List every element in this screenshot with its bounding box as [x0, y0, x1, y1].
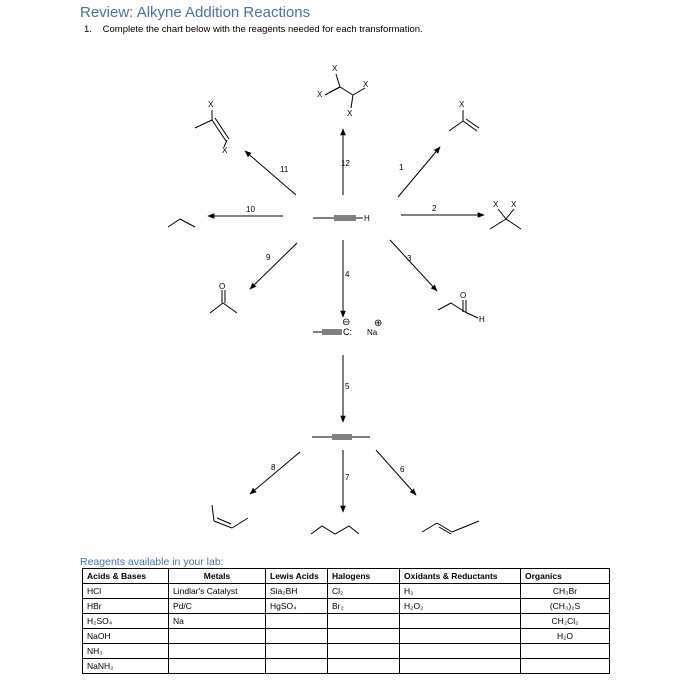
- step-label-3: 3: [407, 254, 412, 263]
- step-label-1: 1: [399, 163, 404, 172]
- step-label-10: 10: [246, 205, 255, 214]
- table-row: [83, 584, 610, 599]
- atom-x-2a: X: [493, 200, 499, 209]
- arrow-step-8: [250, 452, 300, 494]
- table-cell: Lindlar's Catalyst: [169, 584, 266, 599]
- geminal-dihalide-product: [490, 209, 521, 229]
- table-row: [83, 614, 610, 629]
- header-lewis-acids: Lewis Acids: [266, 569, 328, 584]
- trans-alkene-product: [422, 521, 479, 534]
- atom-x-1: X: [459, 100, 465, 109]
- table-cell: [400, 614, 521, 629]
- table-cell: [266, 644, 328, 659]
- table-cell: HgSO₄: [266, 599, 328, 614]
- reagents-table: [82, 568, 610, 674]
- table-cell: NaOH: [83, 629, 169, 644]
- table-cell: NaNH₂: [83, 659, 169, 674]
- table-cell: (CH₃)₂S: [521, 599, 610, 614]
- step-label-11: 11: [280, 165, 289, 174]
- table-cell: H₂: [400, 584, 521, 599]
- arrow-step-9: [250, 243, 297, 289]
- header-halogens: Halogens: [328, 569, 400, 584]
- step-label-6: 6: [400, 465, 405, 474]
- acetylide-ion: [313, 330, 342, 334]
- table-cell: [169, 644, 266, 659]
- step-label-9: 9: [266, 253, 271, 262]
- terminal-alkyne: [313, 216, 363, 220]
- table-cell: [328, 659, 400, 674]
- table-cell: [400, 629, 521, 644]
- reagents-header-row: [83, 569, 610, 584]
- step-label-5: 5: [345, 382, 350, 391]
- minus-charge-icon: ⊖: [342, 317, 351, 328]
- vinyl-dihalide-product: [195, 110, 229, 147]
- table-cell: HCl: [83, 584, 169, 599]
- step-label-12: 12: [341, 159, 350, 168]
- table-cell: Na: [169, 614, 266, 629]
- question-number: 1.: [84, 24, 92, 35]
- arrow-step-3: [390, 240, 437, 291]
- table-cell: [266, 659, 328, 674]
- table-cell: CH₃Br: [521, 584, 610, 599]
- step-label-4: 4: [345, 270, 350, 279]
- table-cell: HBr: [83, 599, 169, 614]
- plus-charge-icon: ⊕: [374, 318, 383, 329]
- table-cell: [400, 659, 521, 674]
- table-row: [83, 644, 610, 659]
- alkane-product: [311, 526, 359, 534]
- header-acids-bases: Acids & Bases: [83, 569, 169, 584]
- table-row: [83, 599, 610, 614]
- table-row: [83, 629, 610, 644]
- atom-o-aldehyde: O: [460, 291, 467, 300]
- atom-x-12b: X: [363, 80, 369, 89]
- header-oxidants-reductants: Oxidants & Reductants: [400, 569, 521, 584]
- tetrahalide-product: [325, 74, 365, 108]
- table-cell: [169, 629, 266, 644]
- table-cell: H₂O: [521, 629, 610, 644]
- table-cell: CH₂Cl₂: [521, 614, 610, 629]
- table-cell: [266, 614, 328, 629]
- table-cell: [400, 644, 521, 659]
- header-metals: Metals: [169, 569, 266, 584]
- internal-alkyne: [312, 435, 370, 439]
- aldehyde-product: [438, 300, 478, 318]
- table-cell: H₂SO₄: [83, 614, 169, 629]
- step-label-8: 8: [271, 463, 276, 472]
- atom-x-12d: X: [347, 109, 353, 118]
- atom-x-11a: X: [208, 100, 214, 109]
- page-title: Review: Alkyne Addition Reactions: [80, 4, 311, 21]
- atom-x-12c: X: [317, 90, 323, 99]
- atom-x-2b: X: [511, 200, 517, 209]
- atom-sodium: Na: [367, 328, 378, 337]
- arrow-step-1: [398, 147, 440, 197]
- ketone-product: [210, 290, 237, 313]
- atom-x-12a: X: [332, 64, 338, 73]
- table-cell: Br₂: [328, 599, 400, 614]
- vinyl-halide-product: [449, 110, 479, 131]
- table-cell: Sia₂BH: [266, 584, 328, 599]
- reagents-label: Reagents available in your lab:: [80, 556, 224, 568]
- atom-h-aldehyde: H: [479, 315, 485, 324]
- table-cell: [328, 614, 400, 629]
- arrow-step-6: [376, 450, 416, 495]
- cis-alkene-product: [212, 505, 248, 528]
- table-cell: NH₃: [83, 644, 169, 659]
- header-organics: Organics: [521, 569, 610, 584]
- step-label-2: 2: [432, 204, 437, 213]
- table-cell: Pd/C: [169, 599, 266, 614]
- table-cell: [328, 644, 400, 659]
- atom-o-ketone: O: [219, 282, 226, 291]
- table-cell: [521, 659, 610, 674]
- table-cell: [266, 629, 328, 644]
- atom-x-11b: X: [222, 146, 228, 155]
- table-cell: [521, 644, 610, 659]
- table-cell: [169, 659, 266, 674]
- table-cell: H₂O₂: [400, 599, 521, 614]
- step-label-7: 7: [345, 473, 350, 482]
- atom-carbanion: C:: [343, 327, 352, 337]
- table-cell: [328, 629, 400, 644]
- table-row: [83, 659, 610, 674]
- alkene-product-left: [168, 219, 195, 227]
- question-text: Complete the chart below with the reagents needed for each transformation.: [102, 24, 423, 35]
- atom-h-alkyne: H: [364, 214, 370, 223]
- table-cell: Cl₂: [328, 584, 400, 599]
- arrow-step-11: [245, 151, 296, 195]
